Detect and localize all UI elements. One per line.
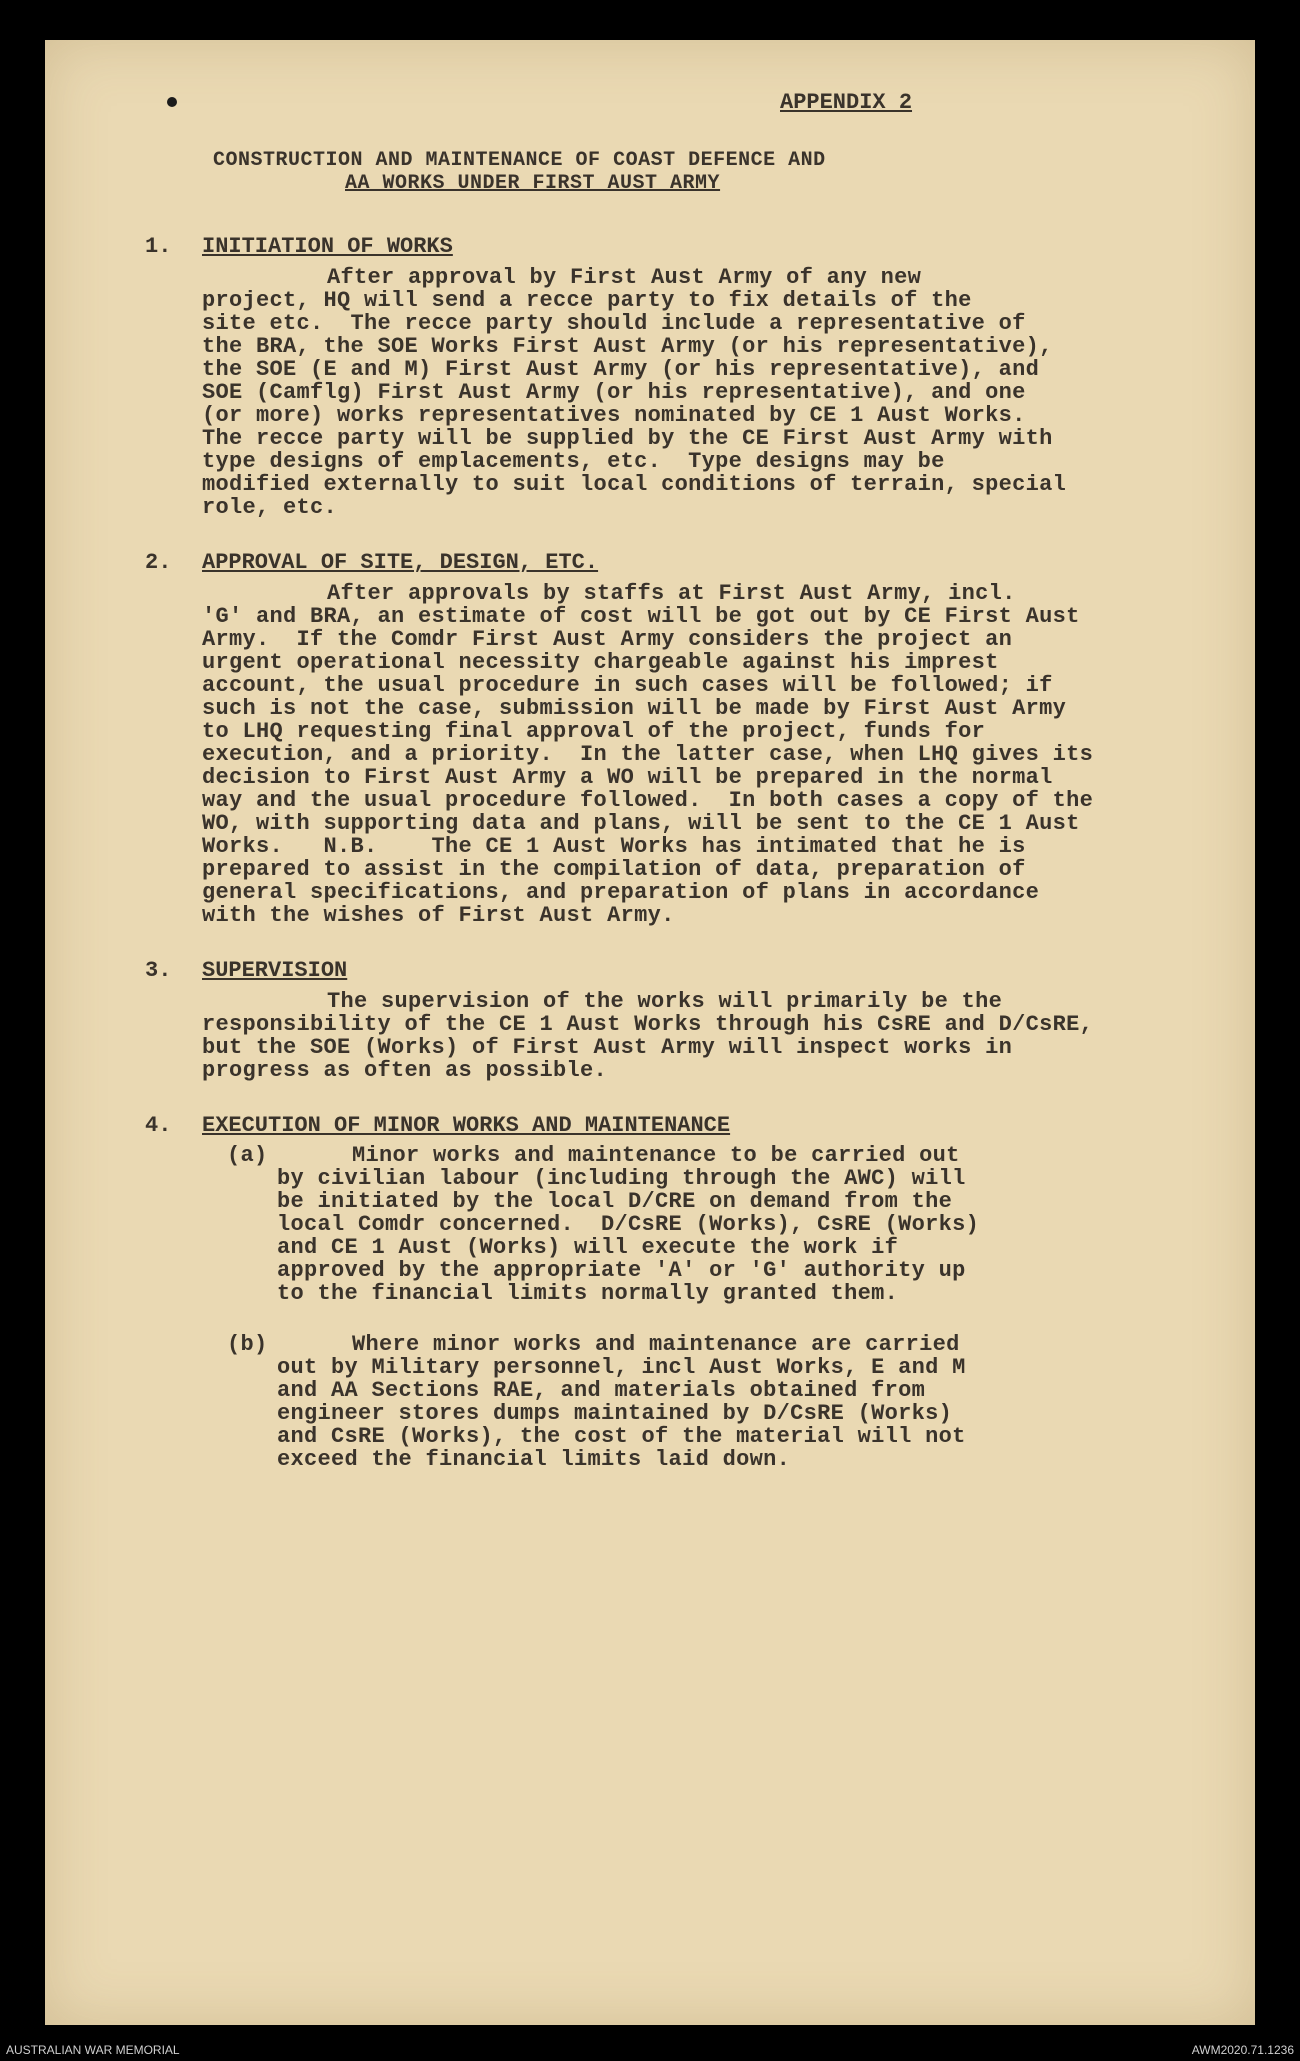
- footer-archive-name: AUSTRALIAN WAR MEMORIAL: [6, 2043, 180, 2057]
- subsection-label: (a): [227, 1143, 268, 1168]
- paragraph-line: (or more) works representatives nominated by CE 1 Aust Works.: [202, 403, 1026, 428]
- paragraph-line: engineer stores dumps maintained by D/CsRE (Works): [277, 1401, 953, 1426]
- paragraph-line: 'G' and BRA, an estimate of cost will be got out by CE First Aust: [202, 604, 1080, 629]
- section-heading: INITIATION OF WORKS: [202, 234, 453, 259]
- paragraph-line: exceed the financial limits laid down.: [277, 1447, 791, 1472]
- paragraph-line: SOE (Camflg) First Aust Army (or his representative), and one: [202, 380, 1026, 405]
- document-page: [45, 40, 1255, 2025]
- paragraph-line: modified externally to suit local conditions of terrain, special: [202, 472, 1067, 497]
- document-title-line-2: AA WORKS UNDER FIRST AUST ARMY: [345, 172, 721, 195]
- paragraph-line: local Comdr concerned. D/CsRE (Works), CsRE (Works): [277, 1212, 980, 1237]
- paragraph-line: Where minor works and maintenance are carried: [352, 1332, 960, 1357]
- paragraph-line: role, etc.: [202, 495, 338, 520]
- paragraph-line: site etc. The recce party should include a representative of: [202, 311, 1026, 336]
- paragraph-line: the BRA, the SOE Works First Aust Army (or his representative),: [202, 334, 1053, 359]
- footer-accession-number: AWM2020.71.1236: [1191, 2043, 1294, 2057]
- paragraph-line: to LHQ requesting final approval of the project, funds for: [202, 719, 986, 744]
- paragraph-line: WO, with supporting data and plans, will be sent to the CE 1 Aust: [202, 811, 1080, 836]
- subsection-label: (b): [227, 1332, 268, 1357]
- paragraph-line: responsibility of the CE 1 Aust Works through his CsRE and D/CsRE,: [202, 1012, 1094, 1037]
- section-number: 2.: [145, 550, 172, 575]
- document-title-line-1: CONSTRUCTION AND MAINTENANCE OF COAST DEFENCE AND: [213, 149, 826, 172]
- paragraph-line: general specifications, and preparation of plans in accordance: [202, 880, 1040, 905]
- paragraph-line: such is not the case, submission will be made by First Aust Army: [202, 696, 1067, 721]
- paragraph-line: be initiated by the local D/CRE on demand from the: [277, 1189, 953, 1214]
- paragraph-line: with the wishes of First Aust Army.: [202, 903, 675, 928]
- paragraph-line: out by Military personnel, incl Aust Works, E and M: [277, 1355, 966, 1380]
- paragraph-line: but the SOE (Works) of First Aust Army will inspect works in: [202, 1035, 1013, 1060]
- section-heading: SUPERVISION: [202, 958, 348, 983]
- section-number: 1.: [145, 234, 172, 259]
- paragraph-line: After approval by First Aust Army of any new: [327, 265, 922, 290]
- paragraph-line: Army. If the Comdr First Aust Army considers the project an: [202, 627, 1013, 652]
- paragraph-line: urgent operational necessity chargeable against his imprest: [202, 650, 999, 675]
- paragraph-line: prepared to assist in the compilation of data, preparation of: [202, 857, 1026, 882]
- paragraph-line: The supervision of the works will primarily be the: [327, 989, 1003, 1014]
- section-heading: APPROVAL OF SITE, DESIGN, ETC.: [202, 550, 599, 575]
- paragraph-line: Works. N.B. The CE 1 Aust Works has intimated that he is: [202, 834, 1026, 859]
- paragraph-line: project, HQ will send a recce party to fix details of the: [202, 288, 972, 313]
- paragraph-line: account, the usual procedure in such cases will be followed; if: [202, 673, 1053, 698]
- paragraph-line: After approvals by staffs at First Aust Army, incl.: [327, 581, 1016, 606]
- paragraph-line: and CE 1 Aust (Works) will execute the work if: [277, 1235, 899, 1260]
- paragraph-line: and CsRE (Works), the cost of the material will not: [277, 1424, 966, 1449]
- paragraph-line: the SOE (E and M) First Aust Army (or his representative), and: [202, 357, 1040, 382]
- paragraph-line: to the financial limits normally granted them.: [277, 1281, 899, 1306]
- paragraph-line: approved by the appropriate 'A' or 'G' authority up: [277, 1258, 966, 1283]
- section-number: 3.: [145, 958, 172, 983]
- paragraph-line: Minor works and maintenance to be carried out: [352, 1143, 960, 1168]
- paragraph-line: The recce party will be supplied by the CE First Aust Army with: [202, 426, 1053, 451]
- paragraph-line: progress as often as possible.: [202, 1058, 608, 1083]
- paragraph-line: way and the usual procedure followed. In both cases a copy of the: [202, 788, 1094, 813]
- paragraph-line: and AA Sections RAE, and materials obtained from: [277, 1378, 926, 1403]
- section-heading: EXECUTION OF MINOR WORKS AND MAINTENANCE: [202, 1113, 731, 1138]
- appendix-label: APPENDIX 2: [780, 90, 913, 115]
- paragraph-line: type designs of emplacements, etc. Type designs may be: [202, 449, 945, 474]
- paragraph-line: by civilian labour (including through the AWC) will: [277, 1166, 966, 1191]
- paragraph-line: execution, and a priority. In the latter case, when LHQ gives its: [202, 742, 1094, 767]
- section-number: 4.: [145, 1113, 172, 1138]
- punch-hole-mark: [167, 97, 177, 107]
- paragraph-line: decision to First Aust Army a WO will be prepared in the normal: [202, 765, 1053, 790]
